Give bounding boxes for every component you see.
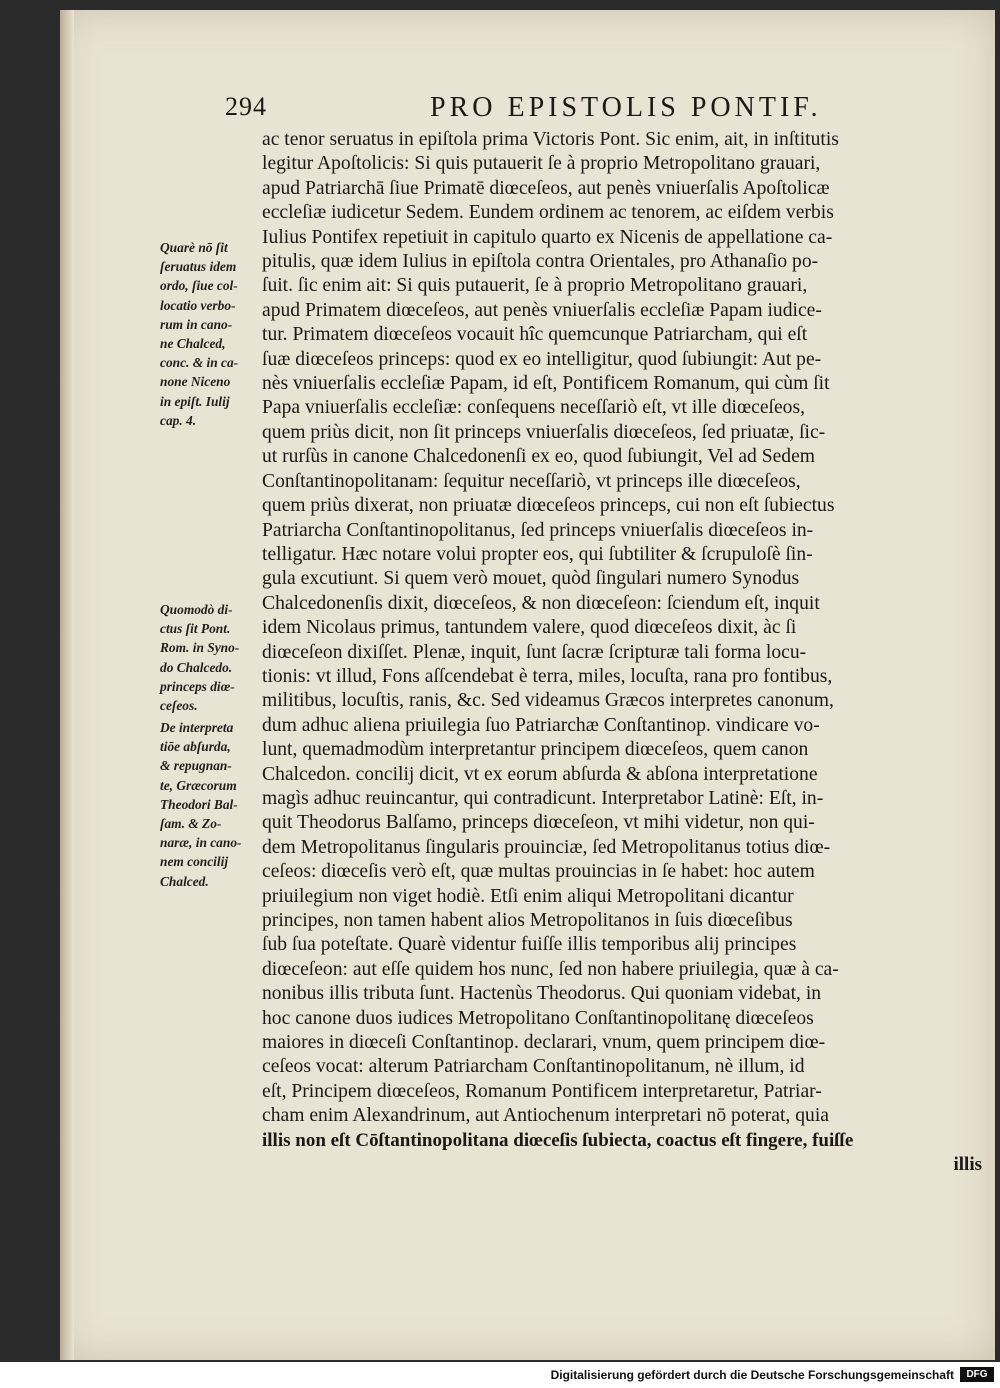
text-line: pitulis, quæ idem Iulius in epiſtola contra Orientales, pro Athanaſio po- bbox=[262, 251, 819, 273]
text-line: Papa vniuerſalis eccleſiæ: conſequens neceſſariò eſt, vt ille diœceſeos, bbox=[262, 397, 805, 419]
margin-note-line: tiōe abſurda, bbox=[160, 739, 231, 755]
margin-note-line: princeps diœ- bbox=[160, 678, 235, 694]
text-line: militibus, locuſtis, ranis, &c. Sed videamus Græcos interpretes canonum, bbox=[262, 690, 834, 712]
margin-note-line: ordo, ſiue col- bbox=[160, 278, 238, 294]
body-text bbox=[262, 128, 982, 1177]
text-line: eſt, Principem diœceſeos, Romanum Pontificem interpretaretur, Patriar- bbox=[262, 1080, 822, 1102]
margin-note-line: De interpreta bbox=[160, 720, 234, 735]
text-line: legitur Apoſtolicis: Si quis putauerit ſe à proprio Metropolitano grauari, bbox=[262, 153, 821, 175]
margin-note-3 bbox=[160, 718, 270, 891]
dfg-logo: DFG bbox=[960, 1367, 994, 1382]
text-line: telligatur. Hæc notare volui propter eos, qui ſubtiliter & ſcrupuloſè ſin- bbox=[262, 543, 813, 565]
text-line: tur. Primatem diœceſeos vocauit hîc quemcunque Patriarcham, qui eſt bbox=[262, 324, 808, 346]
text-line: dum adhuc aliena priuilegia ſuo Patriarchæ Conſtantinop. vindicare vo- bbox=[262, 714, 820, 736]
text-line: quem priùs dicit, non ſit princeps vniuerſalis diœceſeos, ſed priuatæ, ſic- bbox=[262, 421, 826, 443]
text-line: nonibus illis tributa ſunt. Hactenùs Theodorus. Qui quoniam videbat, in bbox=[262, 983, 822, 1005]
text-line: Patriarcha Conſtantinopolitanus, ſed princeps vniuerſalis diœceſeos in- bbox=[262, 519, 814, 541]
text-line: tionis: vt illud, Fons aſſcendebat è terra, miles, locuſta, rana pro fontibus, bbox=[262, 665, 833, 687]
margin-note-line: locatio verbo- bbox=[160, 297, 236, 313]
text-line: Chalcedon. concilij dicit, vt ex eorum abſurda & abſona interpretatione bbox=[262, 763, 818, 785]
text-line: dem Metropolitanus ſingularis prouinciæ, ſed Metropolitanus totius diœ- bbox=[262, 836, 831, 858]
margin-note-line: ſeruatus idem bbox=[160, 259, 237, 275]
text-line: ut rurſùs in canone Chalcedonenſi ex eo, quod ſubiungit, Vel ad Sedem bbox=[262, 446, 816, 468]
text-line: apud Primatem diœceſeos, aut penès vniuerſalis eccleſiæ Papam iudice- bbox=[262, 299, 822, 321]
text-line: illis non eſt Cōſtantinopolitana diœceſis ſubiecta, coactus eſt fingere, fuiſſe bbox=[262, 1129, 854, 1151]
text-line: ceſeos vocat: alterum Patriarcham Conſtantinopolitanum, nè illum, id bbox=[262, 1056, 805, 1078]
margin-note-line: do Chalcedo. bbox=[160, 659, 233, 675]
margin-note-1 bbox=[160, 238, 270, 430]
margin-note-line: ctus ſit Pont. bbox=[160, 621, 231, 637]
text-line: magìs adhuc reuincantur, qui contradicunt. Interpretabor Latinè: Eſt, in- bbox=[262, 787, 824, 809]
text-line: idem Nicolaus primus, tantundem valere, quod diœceſeos dixit, àc ſi bbox=[262, 617, 797, 639]
margin-note-line: Rom. in Syno- bbox=[160, 640, 240, 656]
margin-note-line: Theodori Bal- bbox=[160, 796, 238, 812]
text-line: diœceſeon dixiſſet. Plenæ, inquit, ſunt ſacræ ſcripturæ tali forma locu- bbox=[262, 641, 807, 663]
footer-bar bbox=[0, 1362, 1000, 1388]
text-line: priuilegium non viget hodiè. Etſi enim aliqui Metropolitani dicantur bbox=[262, 885, 794, 907]
margin-note-line: cap. 4. bbox=[160, 412, 197, 428]
margin-note-line: none Niceno bbox=[160, 374, 231, 390]
text-line: ceſeos: diœceſis verò eſt, quæ multas prouincias in ſe habet: hoc autem bbox=[262, 861, 815, 883]
page-gutter-shadow bbox=[60, 10, 74, 1360]
margin-note-line: & repugnan- bbox=[160, 758, 232, 774]
margin-note-line: in epiſt. Iulij bbox=[160, 393, 230, 409]
text-line: ac tenor seruatus in epiſtola prima Victoris Pont. Sic enim, ait, in inſtitutis bbox=[262, 129, 839, 150]
text-line: cham enim Alexandrinum, aut Antiochenum interpretari nō poterat, quia bbox=[262, 1105, 829, 1127]
margin-note-line: Quomodò di- bbox=[160, 602, 233, 617]
margin-note-line: ſam. & Zo- bbox=[160, 816, 222, 832]
margin-note-line: ceſeos. bbox=[160, 698, 198, 714]
text-line: principes, non tamen habent alios Metropolitanos in ſuis diœceſibus bbox=[262, 910, 793, 931]
margin-note-line: conc. & in ca- bbox=[160, 355, 239, 371]
text-line: eccleſiæ iudicetur Sedem. Eundem ordinem ac tenorem, ac eiſdem verbis bbox=[262, 202, 834, 224]
text-line: ſuæ diœceſeos princeps: quod ex eo intelligitur, quod ſubiungit: Aut pe- bbox=[262, 348, 822, 370]
text-line: diœceſeon: aut eſſe quidem hos nunc, ſed non habere priuilegia, quæ à ca- bbox=[262, 958, 839, 980]
text-line: ſub ſua poteſtate. Quarè videntur fuiſſe illis temporibus alij principes bbox=[262, 934, 797, 956]
text-line: Conſtantinopolitanam: ſequitur neceſſariò, vt princeps ille diœceſeos, bbox=[262, 470, 801, 492]
folio-number: 294 bbox=[225, 92, 267, 121]
margin-note-line: naræ, in cano- bbox=[160, 835, 242, 851]
margin-note-line: Quarè nō ſit bbox=[160, 240, 228, 255]
text-line: gula excutiunt. Si quem verò mouet, quòd ſingulari numero Synodus bbox=[262, 568, 800, 590]
margin-note-line: te, Græcorum bbox=[160, 777, 237, 793]
text-line: Chalcedonenſis dixit, diœceſeos, & non diœceſeon: ſciendum eſt, inquit bbox=[262, 592, 820, 614]
running-head: PRO EPISTOLIS PONTIF. bbox=[430, 92, 822, 123]
margin-note-line: ne Chalced, bbox=[160, 336, 226, 352]
margin-note-line: Chalced. bbox=[160, 873, 209, 889]
text-line: lunt, quemadmodùm interpretantur principem diœceſeos, quem canon bbox=[262, 739, 809, 761]
text-line: quem priùs dixerat, non priuatæ diœceſeos princeps, cui non eſt ſubiectus bbox=[262, 495, 835, 517]
margin-note-2 bbox=[160, 600, 270, 715]
text-line: nès vniuerſalis eccleſiæ Papam, id eſt, Pontificem Romanum, qui cùm ſit bbox=[262, 373, 830, 395]
text-line: apud Patriarchā ſiue Primatē diœceſeos, aut penès vniuerſalis Apoſtolicæ bbox=[262, 177, 830, 199]
margin-note-line: rum in cano- bbox=[160, 316, 233, 332]
text-line: illis bbox=[953, 1154, 982, 1176]
text-line: quit Theodorus Balſamo, princeps diœceſeon, vt mihi videtur, non qui- bbox=[262, 812, 815, 834]
margin-note-line: nem concilij bbox=[160, 854, 229, 870]
text-line: hoc canone duos iudices Metropolitano Conſtantinopolitanę diœceſeos bbox=[262, 1007, 814, 1029]
text-line: ſuit. ſic enim ait: Si quis putauerit, ſe à proprio Metropolitano grauari, bbox=[262, 275, 808, 297]
funding-credit: Digitalisierung gefördert durch die Deutsche Forschungsgemeinschaft bbox=[550, 1368, 954, 1382]
text-line: Iulius Pontifex repetiuit in capitulo quarto ex Nicenis de appellatione ca- bbox=[262, 226, 833, 248]
text-line: maiores in diœceſi Conſtantinop. declarari, vnum, quem principem diœ- bbox=[262, 1032, 826, 1054]
